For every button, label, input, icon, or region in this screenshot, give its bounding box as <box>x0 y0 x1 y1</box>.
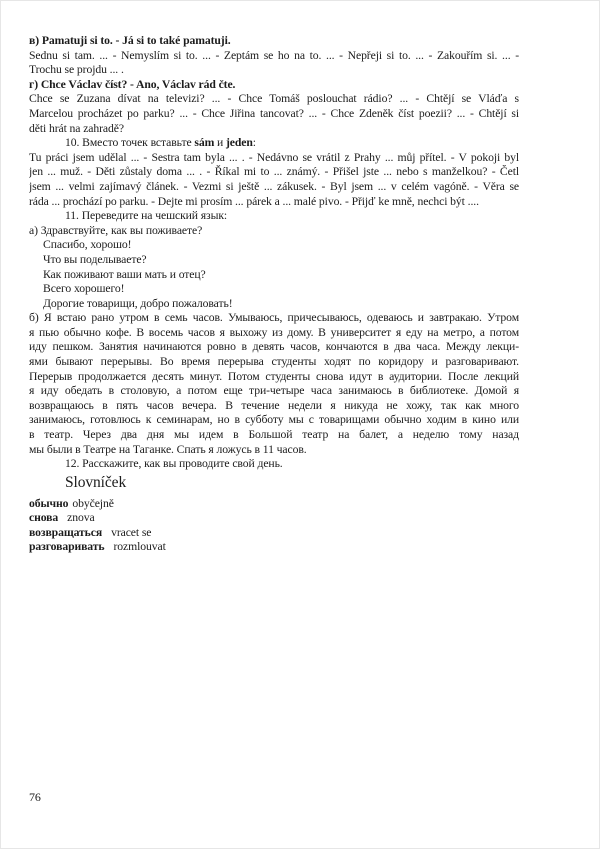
vocabulary-heading: Slovníček <box>65 474 127 491</box>
exercise-g-heading-line: г) Chce Václav číst? - Ano, Václav rád čte. <box>29 77 236 91</box>
task-10-heading-line <box>29 136 519 151</box>
task-12-heading-line: 12. Расскажите, как вы проводите свой день. <box>65 457 283 471</box>
task-11-heading <box>29 209 519 224</box>
task-11a-phrases <box>29 238 519 311</box>
vocabulary-translation: obyčejně <box>72 497 114 510</box>
task-11a-opening <box>29 224 519 239</box>
task-11b-text-line: б) Я встаю рано утром в семь часов. Умываюсь, причесываюсь, одеваюсь и завтракаю. Утром <box>29 311 519 325</box>
task-11b-text-line: я пью обычно кофе. В восемь часов я выхожу из дому. В университет я еду на метро, а потом <box>29 325 519 339</box>
task-10-heading <box>29 136 519 151</box>
task-11a-phrases-line: Спасибо, хорошо! <box>43 238 132 252</box>
vocabulary-term: обычно <box>29 497 69 510</box>
exercise-g-body-line: Marcelou procházet po parku? ... - Chce Jiřina tancovat? ... - Chce Zdeněk číst poezii? ... - Chtějí si <box>29 106 519 120</box>
task-11b-text <box>29 311 519 457</box>
exercise-g-body <box>29 92 519 136</box>
task-11a-phrases-line: Что вы поделываете? <box>43 252 147 266</box>
vocabulary-entry <box>29 540 519 554</box>
task-11b-text-line: занимаюсь, готовлюсь к семинарам, но в субботу мы с товарищами обычно ходим в кино или <box>29 413 519 427</box>
exercise-g-heading <box>29 78 519 93</box>
vocabulary-list <box>29 497 519 555</box>
task-10-body-line: jsem ... velmi zajímavý článek. - Vezmi si ještě ... zákusek. - Byl jsem ... v celém vagóně. - Věra se <box>29 179 519 193</box>
task-11a-phrases-line: Как поживают ваши мать и отец? <box>43 267 206 281</box>
exercise-v-body-line: Trochu se projdu ... . <box>29 63 124 77</box>
vocabulary-translation: rozmlouvat <box>113 540 166 554</box>
task-11b-text-line: я иду обедать в столовую, а потом еще три-четыре часа занимаюсь в библиотеке. Домой я <box>29 384 519 398</box>
task-11a-phrases-line: Всего хорошего! <box>43 282 125 296</box>
exercise-v-body <box>29 49 519 78</box>
task-11b-text-line: Перерыв продолжается десять минут. Потом студенты снова идут в аудитории. После лекций <box>29 369 519 383</box>
task-10-body <box>29 151 519 209</box>
vocabulary-term: возвращаться <box>29 525 103 539</box>
task-10-heading-bold-word: jeden <box>226 136 253 150</box>
task-10-body-line: jen ... muž. - Děti zůstaly doma ... . - Říkal mi to ... známý. - Přišel jste ... nebo s manželkou? - Četl <box>29 165 519 179</box>
task-10-heading-text: : <box>252 136 256 150</box>
vocabulary-translation: vracet se <box>111 525 152 539</box>
page-number: 76 <box>29 790 41 804</box>
task-12-heading <box>29 457 519 472</box>
task-11b-text-line: мы были в Театре на Таганке. Спать я ложусь в 11 часов. <box>29 442 307 456</box>
task-11b-text-line: иду пешком. Занятия начинаются ровно в девять часов, кончаются в два часа. Между лекци- <box>29 340 519 354</box>
exercise-g-body-line: Chce se Zuzana dívat na televizi? ... - Chce Tomáš poslouchat rádio? ... - Chtějí se Vláďa s <box>29 92 519 106</box>
vocabulary-entry <box>29 526 519 540</box>
task-10-heading-bold-word: sám <box>194 136 215 150</box>
task-11-heading-line: 11. Переведите на чешский язык: <box>65 209 228 223</box>
vocabulary-entry <box>29 511 519 525</box>
vocabulary-section <box>29 473 519 555</box>
exercise-v-heading <box>29 34 519 49</box>
task-10-body-line: ráda ... prochází po parku. - Dejte mi prosím ... párek a ... malé pivo. - Přijď ke mně, nechci být .... <box>29 194 479 208</box>
task-11a-opening-line: а) Здравствуйте, как вы поживаете? <box>29 223 203 237</box>
vocabulary-translation: znova <box>67 511 95 525</box>
task-10-heading-text: и <box>214 136 227 150</box>
vocabulary-term: снова <box>29 511 59 525</box>
content <box>29 34 519 472</box>
vocabulary-term: разговаривать <box>29 540 105 554</box>
task-11a-phrases-line: Дорогие товарищи, добро пожаловать! <box>43 296 233 310</box>
exercise-v-heading-line: в) Pamatuji si to. - Já si to také pamatuji. <box>29 34 231 47</box>
task-11b-text-line: ями бывают перерывы. Во время перерыва студенты ходят по коридору и разговаривают. <box>29 355 519 369</box>
task-11b-text-line: в театр. Через два дня мы идем в Большой театр на балет, а неделю тому назад <box>29 428 519 442</box>
vocabulary-entry <box>29 497 519 511</box>
task-11b-text-line: возвращаюсь в пять часов вечера. В течение недели я никуда не хожу, так как много <box>29 398 519 412</box>
exercise-v-body-line: Sednu si tam. ... - Nemyslím si to. ... - Zeptám se ho na to. ... - Nepřeji si to. ... - Zakouřím si. ... - <box>29 48 519 62</box>
task-10-heading-text: 10. Вместо точек вставьте <box>65 136 195 150</box>
exercise-g-body-line: děti hrát na zahradě? <box>29 121 124 135</box>
task-10-body-line: Tu práci jsem udělal ... - Sestra tam byla ... . - Nedávno se vrátil z Prahy ... můj přítel. - V pokoji byl <box>29 150 519 164</box>
